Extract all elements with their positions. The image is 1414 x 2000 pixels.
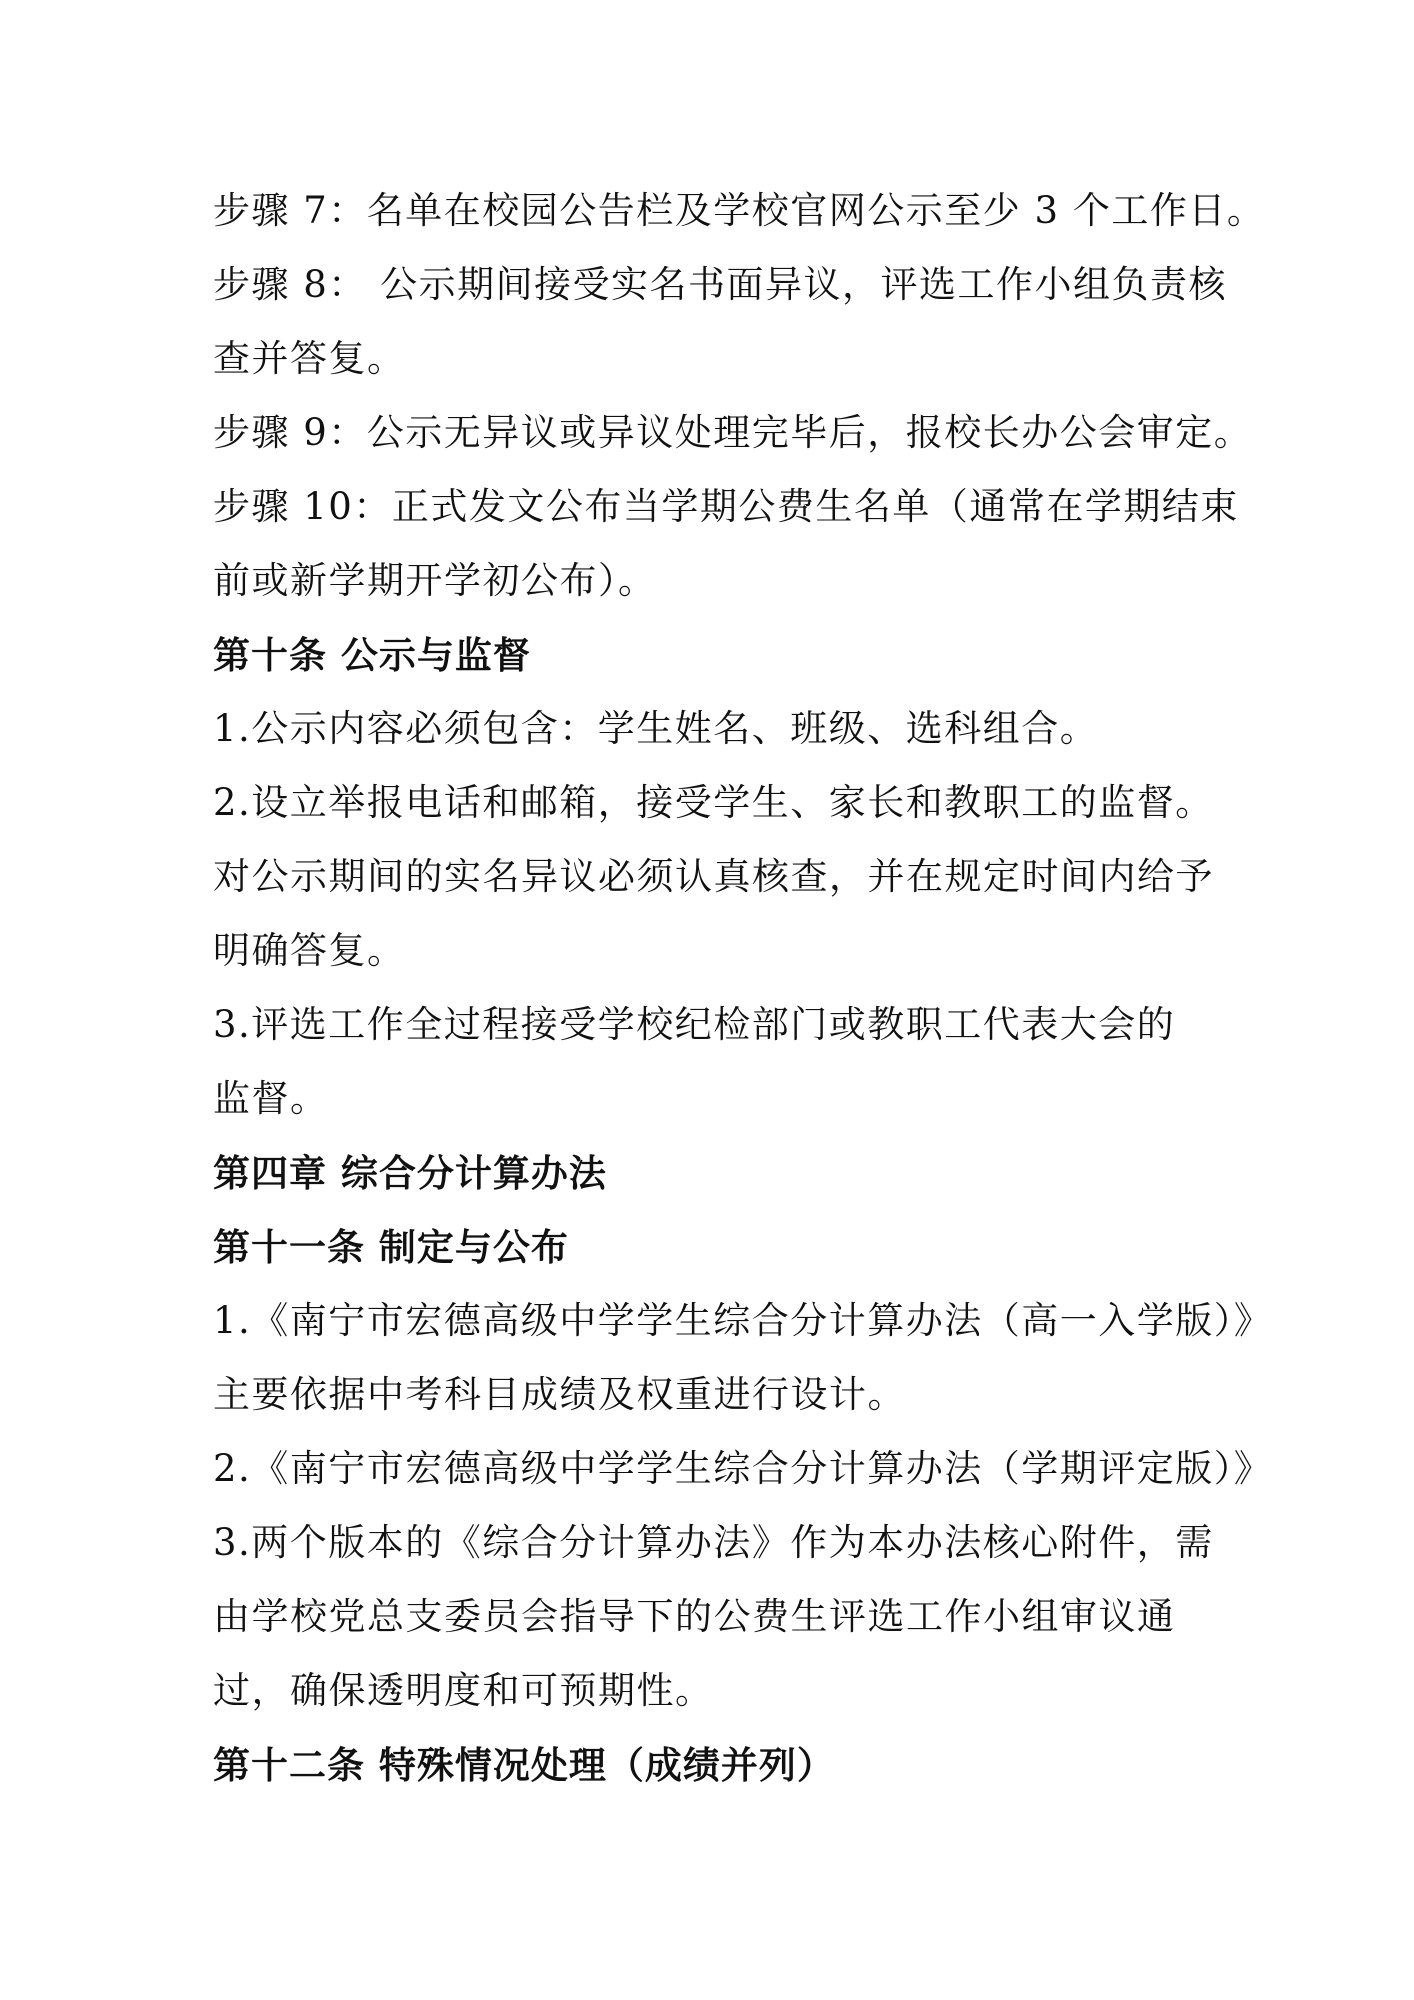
chapter-4-heading: 第四章 综合分计算办法: [213, 1151, 607, 1195]
step-8-line: 步骤 8： 公示期间接受实名书面异议，评选工作小组负责核: [213, 263, 1228, 306]
article-10-heading: 第十条 公示与监督: [213, 633, 531, 677]
step-9-line: 步骤 9：公示无异议或异议处理完毕后，报校长办公会审定。: [213, 411, 1253, 454]
step-10-continuation: 前或新学期开学初公布）。: [213, 559, 657, 602]
article-10-item-3: 3.评选工作全过程接受学校纪检部门或教职工代表大会的: [213, 1003, 1176, 1046]
article-10-item-2-end: 明确答复。: [213, 929, 406, 972]
article-11-item-1-continuation: 主要依据中考科目成绩及权重进行设计。: [213, 1373, 906, 1416]
article-11-heading: 第十一条 制定与公布: [213, 1225, 569, 1269]
article-10-item-2: 2.设立举报电话和邮箱，接受学生、家长和教职工的监督。: [213, 781, 1214, 824]
article-10-item-3-end: 监督。: [213, 1077, 329, 1120]
article-11-item-1: 1.《南宁市宏德高级中学学生综合分计算办法（高一入学版）》: [213, 1299, 1273, 1342]
article-11-item-3-end: 过，确保透明度和可预期性。: [213, 1669, 714, 1712]
article-11-item-2: 2.《南宁市宏德高级中学学生综合分计算办法（学期评定版）》: [213, 1447, 1273, 1490]
article-12-heading: 第十二条 特殊情况处理（成绩并列）: [213, 1743, 835, 1787]
article-11-item-3-continuation: 由学校党总支委员会指导下的公费生评选工作小组审议通: [213, 1595, 1176, 1638]
document-body: [213, 174, 1273, 1802]
article-10-item-1: 1.公示内容必须包含：学生姓名、班级、选科组合。: [213, 707, 1099, 750]
article-11-item-3: 3.两个版本的《综合分计算办法》作为本办法核心附件，需: [213, 1521, 1214, 1564]
step-10-line: 步骤 10：正式发文公布当学期公费生名单（通常在学期结束: [213, 485, 1239, 528]
article-10-item-2-continuation: 对公示期间的实名异议必须认真核查，并在规定时间内给予: [213, 855, 1214, 898]
step-7-line: 步骤 7：名单在校园公告栏及学校官网公示至少 3 个工作日。: [213, 189, 1266, 232]
step-8-continuation: 查并答复。: [213, 337, 406, 380]
